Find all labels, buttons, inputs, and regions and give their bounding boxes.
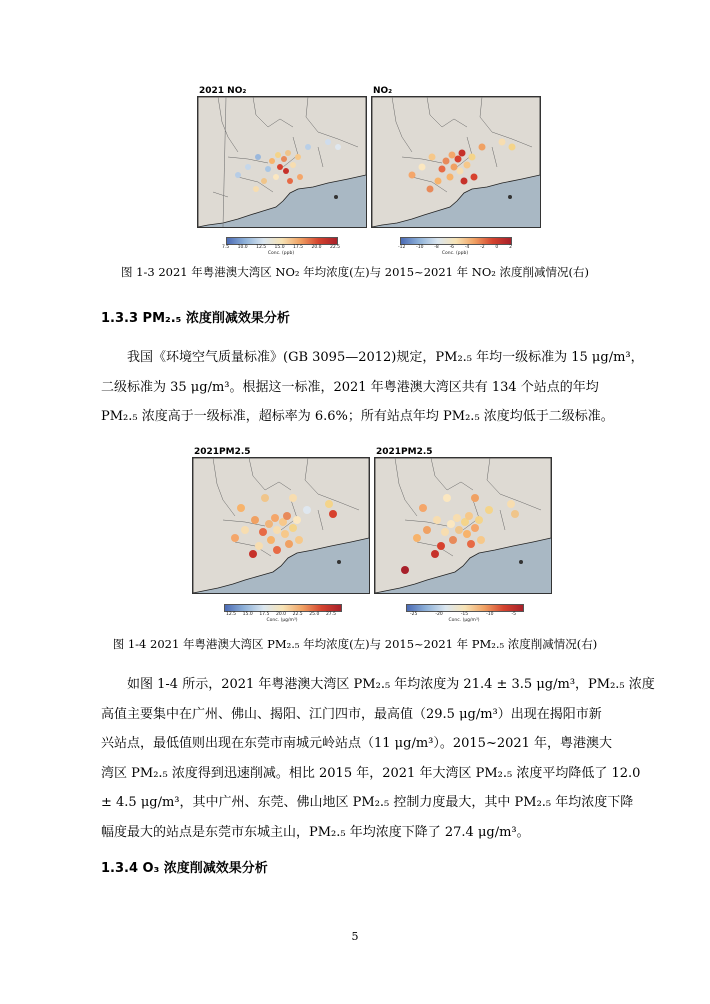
paragraph-line: 高值主要集中在广州、佛山、揭阳、江门四市，最高值（29.5 μg/m³）出现在揭阳市新 <box>101 706 602 722</box>
paragraph-line: 如图 1-4 所示，2021 年粤港澳大湾区 PM₂.₅ 年均浓度为 21.4 ± 3.5 μg/m³，PM₂.₅ 浓度 <box>127 677 655 692</box>
pm25-concentration-map <box>192 457 370 594</box>
no2-reduction-map-graphic <box>372 97 540 227</box>
figure-1-4-right-title: 2021PM2.5 <box>376 447 433 457</box>
paragraph-line: 我国《环境空气质量标准》(GB 3095—2012)规定，PM₂.₅ 年均一级标准为 15 μg/m³， <box>127 350 644 365</box>
tick: -10 <box>416 245 424 250</box>
no2-concentration-map <box>197 96 367 228</box>
paragraph-line: 湾区 PM₂.₅ 浓度得到迅速削减。相比 2015 年，2021 年大湾区 PM₂.₅ 浓度平均降低了 12.0 <box>101 765 641 781</box>
tick: 17.5 <box>293 245 304 250</box>
no2-map-graphic <box>198 97 366 227</box>
pm25-reduction-colorbar-ticks <box>410 612 516 617</box>
pm25-colorbar-unit: Conc. (μg/m³) <box>266 618 298 623</box>
tick: -6 <box>449 245 455 250</box>
paragraph-line: 幅度最大的站点是东莞市东城主山，PM₂.₅ 年均浓度下降了 27.4 μg/m³。 <box>101 824 530 840</box>
no2-reduction-colorbar <box>400 237 512 245</box>
no2-colorbar <box>226 237 338 245</box>
tick: 2 <box>509 245 512 250</box>
tick: -10 <box>486 612 494 617</box>
paragraph-line: 二级标准为 35 μg/m³。根据这一标准，2021 年粤港澳大湾区共有 134 个站点的年均 <box>101 379 599 395</box>
tick: -2 <box>480 245 485 250</box>
figure-1-4-left-title: 2021PM2.5 <box>194 447 251 457</box>
tick: -15 <box>460 612 469 617</box>
section-1-3-4-heading: 1.3.4 O₃ 浓度削减效果分析 <box>101 861 268 876</box>
tick: 20.0 <box>275 612 286 617</box>
figure-1-3-left-title: 2021 NO₂ <box>199 86 247 96</box>
page-number: 5 <box>351 930 359 943</box>
figure-1-3-right-title: NO₂ <box>373 86 393 96</box>
pm25-map-graphic <box>193 458 369 593</box>
paragraph-line: PM₂.₅ 浓度高于一级标准，超标率为 6.6%；所有站点年均 PM₂.₅ 浓度均低于二级标准。 <box>101 409 614 424</box>
tick: 20.0 <box>311 245 322 250</box>
tick: -8 <box>434 245 439 250</box>
pm25-reduction-colorbar <box>406 604 524 612</box>
tick: 15.0 <box>242 612 253 617</box>
tick: 17.5 <box>259 612 270 617</box>
no2-reduction-map <box>371 96 541 228</box>
tick: 12.5 <box>226 612 237 617</box>
pm25-reduction-map <box>374 457 552 594</box>
tick: -4 <box>464 245 470 250</box>
no2-colorbar-ticks <box>222 245 340 250</box>
pm25-analysis-paragraph <box>101 670 655 847</box>
tick: -25 <box>410 612 418 617</box>
pm25-colorbar <box>224 604 342 612</box>
tick: 7.5 <box>222 245 230 250</box>
pm25-reduction-map-graphic <box>375 458 551 593</box>
no2-reduction-colorbar-unit: Conc. (ppb) <box>441 251 469 256</box>
tick: 10.0 <box>237 245 248 250</box>
tick: 15.0 <box>274 245 285 250</box>
tick: 25.0 <box>309 612 320 617</box>
section-1-3-3-heading: 1.3.3 PM₂.₅ 浓度削减效果分析 <box>101 311 290 326</box>
no2-reduction-colorbar-ticks <box>398 245 512 250</box>
tick: 0 <box>495 245 499 250</box>
tick: 22.5 <box>292 612 303 617</box>
tick: -20 <box>435 612 443 617</box>
paragraph-line: ± 4.5 μg/m³，其中广州、东莞、佛山地区 PM₂.₅ 控制力度最大，其中 PM₂.₅ 年均浓度下降 <box>101 795 634 810</box>
section-1-3-3-paragraph <box>101 343 644 432</box>
tick: -5 <box>511 612 516 617</box>
pm25-colorbar-ticks <box>226 612 336 617</box>
tick: -12 <box>398 245 406 250</box>
tick: 12.5 <box>256 245 267 250</box>
no2-colorbar-unit: Conc. (ppb) <box>267 251 295 256</box>
pm25-reduction-colorbar-unit: Conc. (μg/m³) <box>448 618 480 623</box>
figure-1-4-caption: 图 1-4 2021 年粤港澳大湾区 PM₂.₅ 年均浓度(左)与 2015~2021 年 PM₂.₅ 浓度削减情况(右) <box>112 637 598 651</box>
tick: 22.5 <box>329 245 340 250</box>
tick: 27.5 <box>325 612 336 617</box>
figure-1-3-caption: 图 1-3 2021 年粤港澳大湾区 NO₂ 年均浓度(左)与 2015~2021 年 NO₂ 浓度削减情况(右) <box>121 265 589 279</box>
paragraph-line: 兴站点，最低值则出现在东莞市南城元岭站点（11 μg/m³）。2015~2021 年，粤港澳大 <box>101 736 613 751</box>
